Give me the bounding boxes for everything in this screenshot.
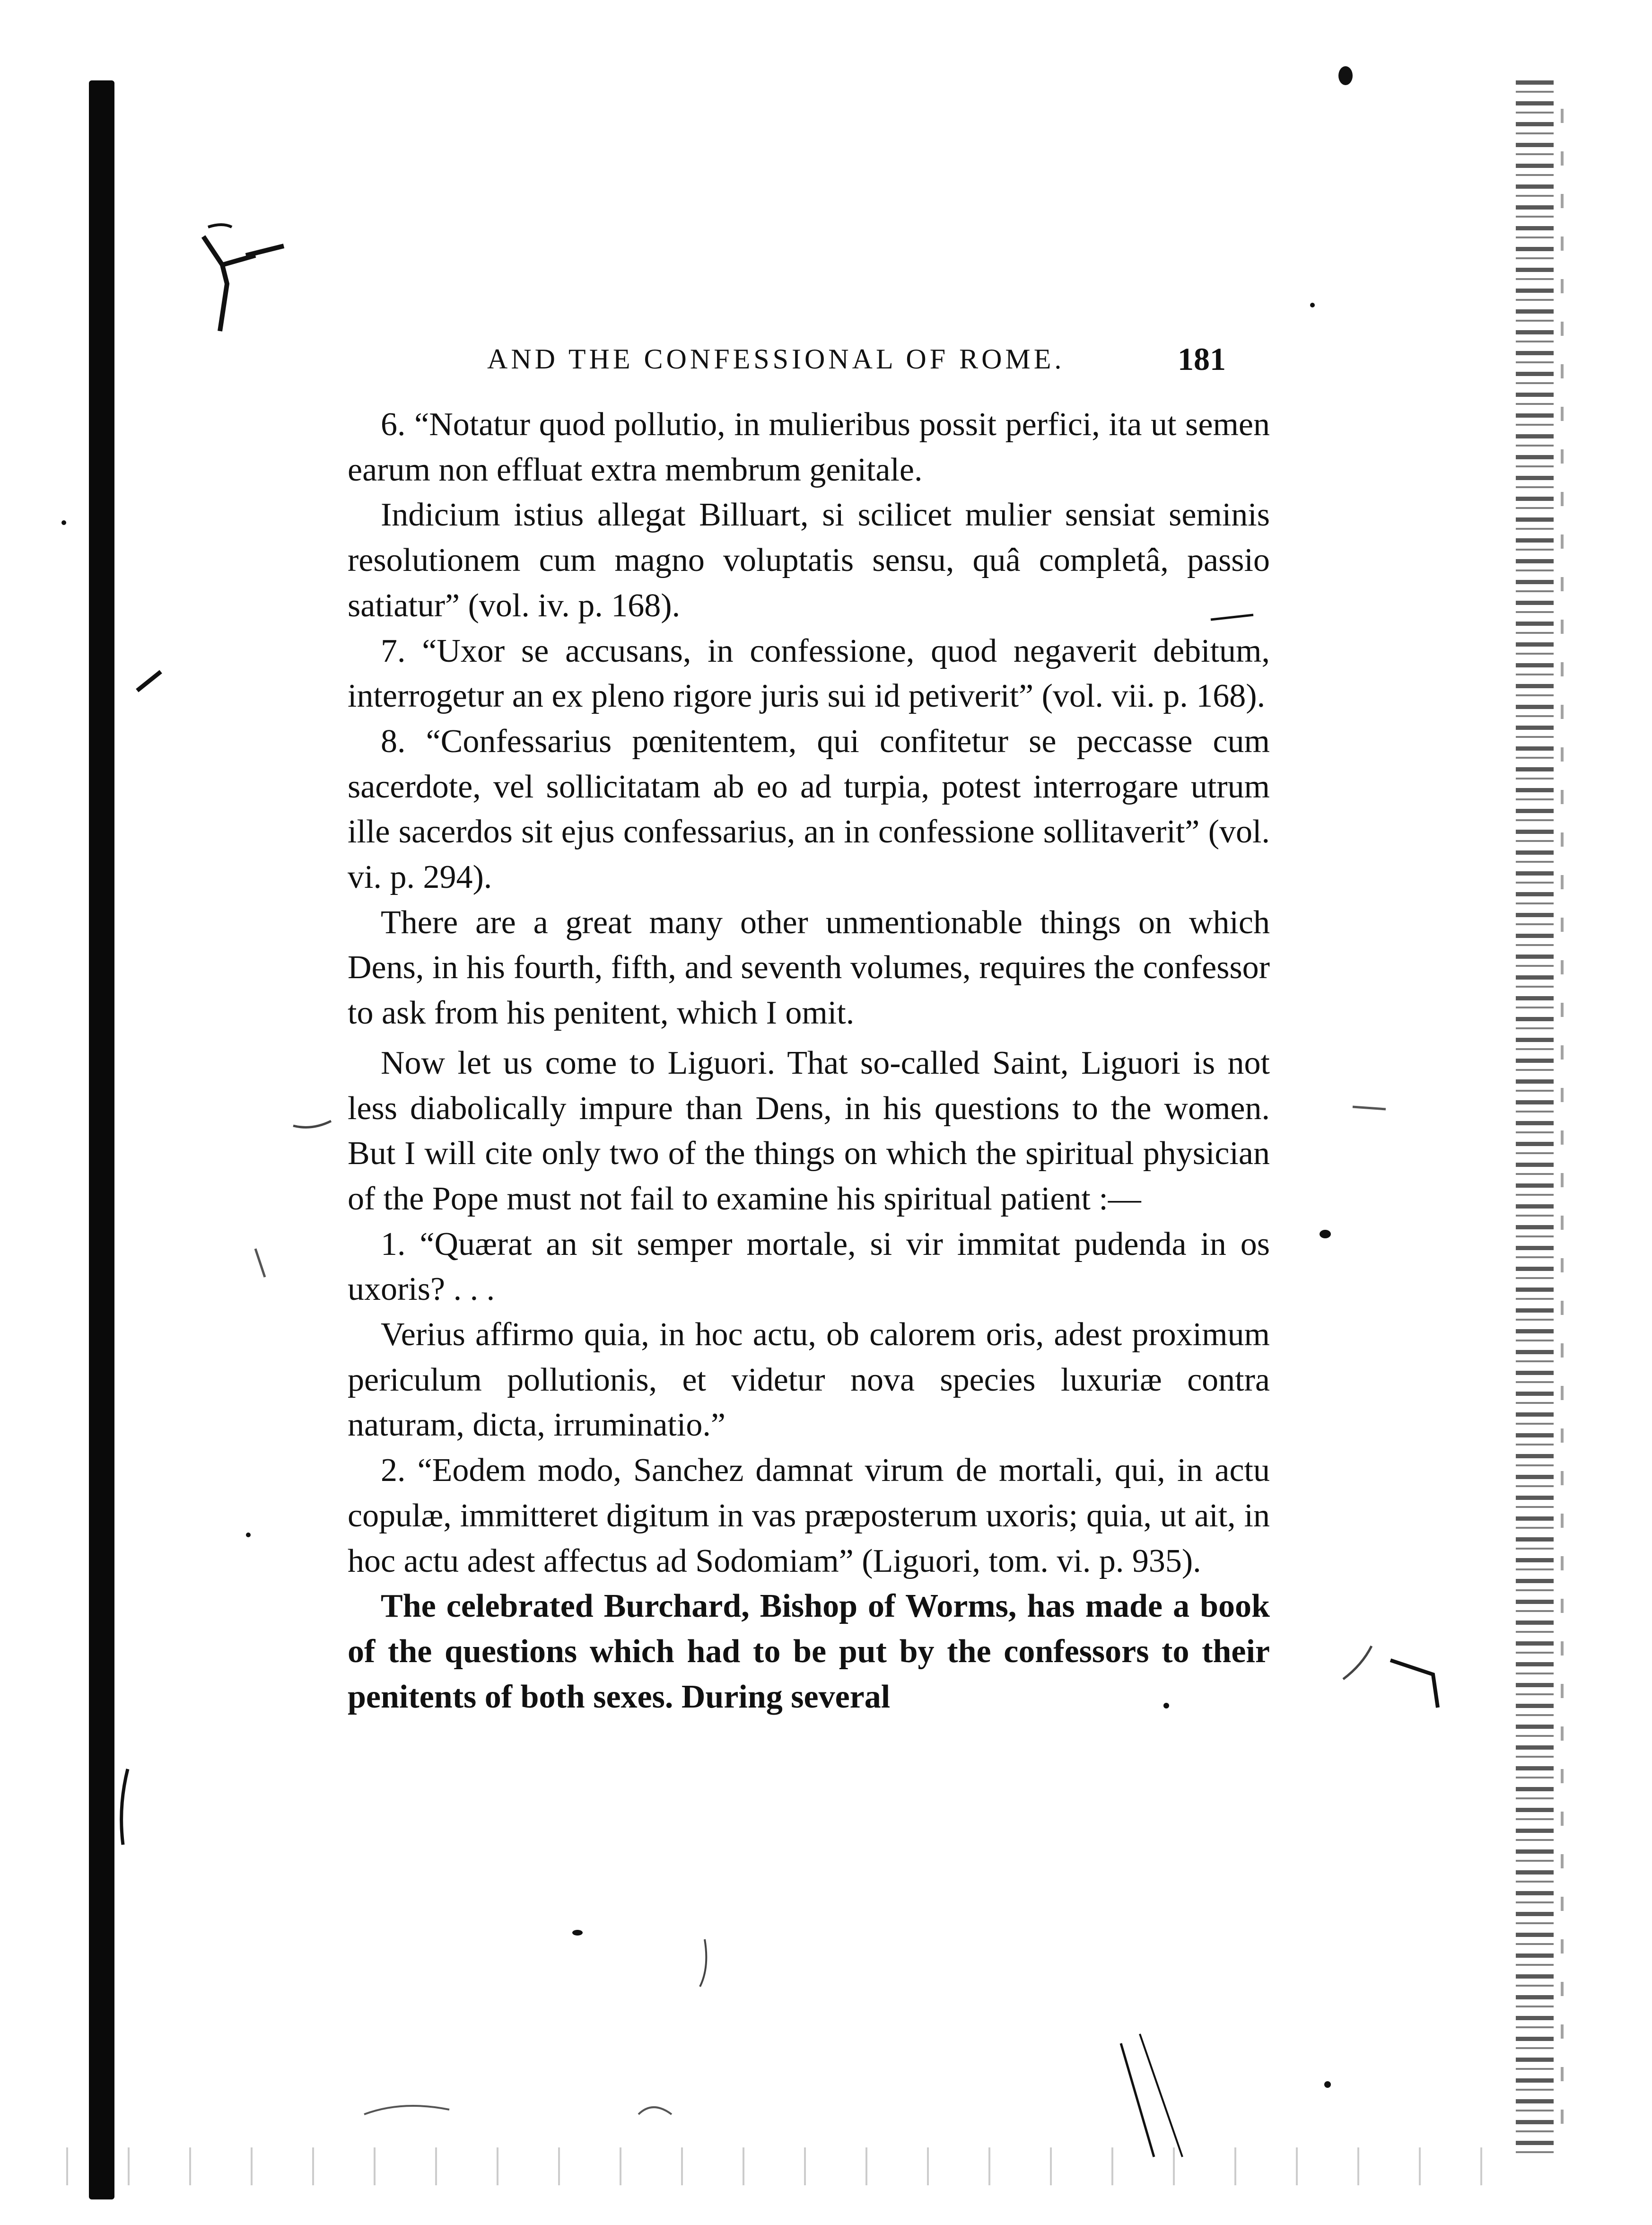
paragraph-7: 7. “Uxor se accusans, in confessione, quod negaverit debitum, interrogetur an ex pleno rigore juris sui id petiverit” (vol. vii. p. 168).: [348, 632, 1270, 715]
paragraph-liguori-1: 1. “Quærat an sit semper mortale, si vir immitat pudenda in os uxoris? . . .: [348, 1226, 1270, 1308]
paragraph-dens-summary: There are a great many other unmentionable things on which Dens, in his fourth, fifth, and seventh volumes, requires the confessor to ask from his penitent, which I omit.: [348, 904, 1270, 1032]
running-head: AND THE CONFESSIONAL OF ROME.: [487, 343, 1065, 375]
page-number: 181: [1178, 341, 1226, 377]
body-text: [348, 402, 1270, 1719]
ink-speck: [246, 1533, 251, 1537]
ink-speck: [1320, 1230, 1331, 1238]
paragraph-8: 8. “Confessarius pœnitentem, qui confitetur se peccasse cum sacerdote, vel sollicitatam ab eo ad turpia, potest interrogare utrum ille sacerdos sit ejus confessarius, an in confessione sollitaverit” (vol. vi. p. 294).: [348, 723, 1270, 896]
paragraph-liguori-intro: Now let us come to Liguori. That so-called Saint, Liguori is not less diabolically impure than Dens, in his questions to the women. But I will cite only two of the things on which the spiritual physician of the Pope must not fail to examine his spiritual patient :—: [348, 1044, 1270, 1217]
paragraph-burchard: The celebrated Burchard, Bishop of Worms, has made a book of the questions which had to be put by the confessors to their penitents of both sexes. During several: [348, 1588, 1270, 1715]
paragraph-6: 6. “Notatur quod pollutio, in mulieribus possit perfici, ita ut semen earum non effluat extra membrum genitale.: [348, 406, 1270, 488]
ink-speck: [1324, 2081, 1331, 2088]
paragraph-liguori-2: 2. “Eodem modo, Sanchez damnat virum de mortali, qui, in actu copulæ, immitteret digitum in vas præposterum uxoris; quia, ut ait, in hoc actu adest affectus ad Sodomiam” (Liguori, tom. vi. p. 935).: [348, 1452, 1270, 1579]
paragraph-verius: Verius affirmo quia, in hoc actu, ob calorem oris, adest proximum periculum pollutionis, et videtur nova species luxuriæ contra naturam, dicta, irruminatio.”: [348, 1316, 1270, 1444]
ink-speck: [1310, 303, 1315, 307]
paragraph-indicium: Indicium istius allegat Billuart, si scilicet mulier sensiat seminis resolutionem cum magno voluptatis sensu, quâ completâ, passio satiatur” (vol. iv. p. 168).: [348, 497, 1270, 624]
ink-speck: [1338, 66, 1353, 85]
ink-speck: [572, 1930, 583, 1936]
ink-speck: [61, 520, 66, 525]
